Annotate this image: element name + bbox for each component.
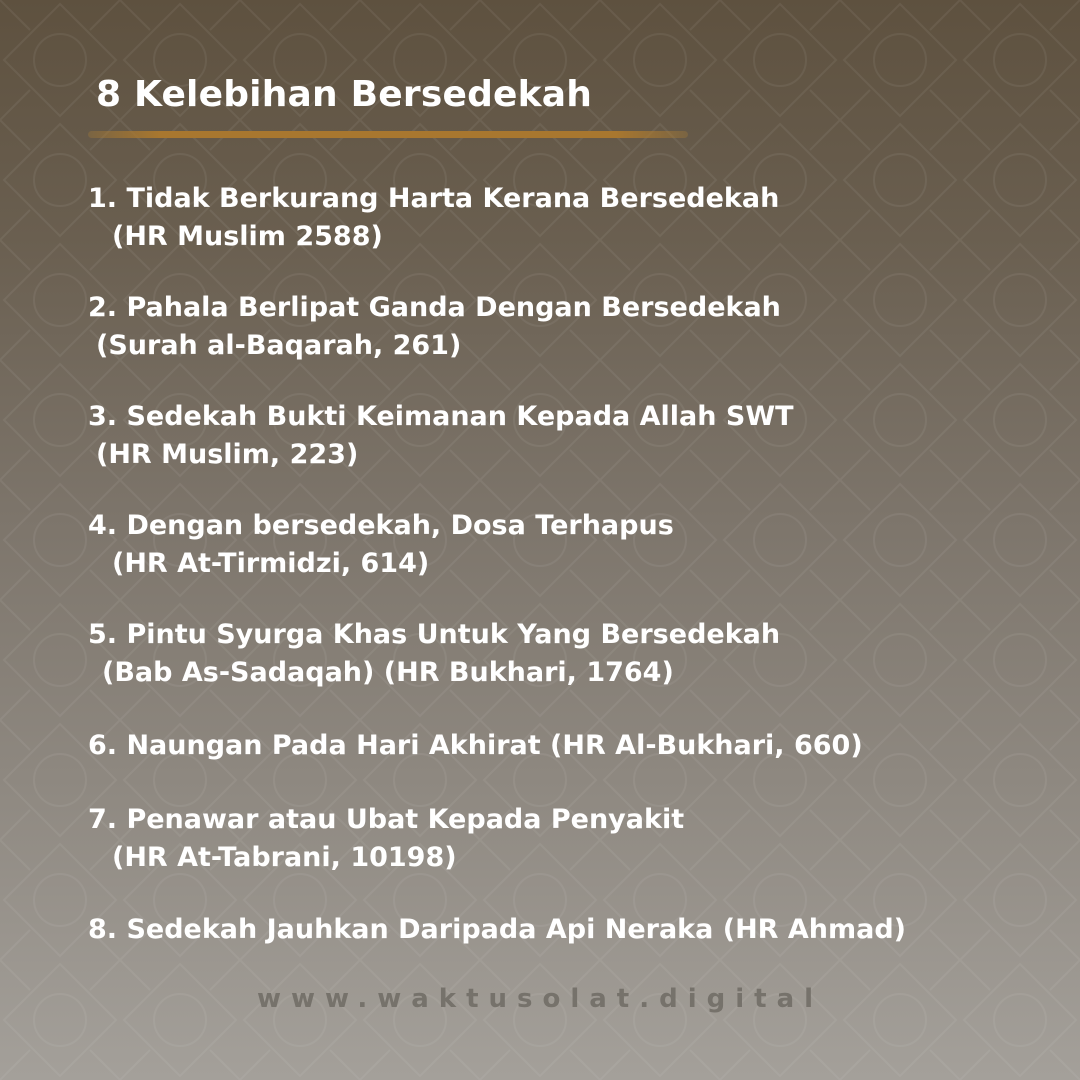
benefit-text: 7. Penawar atau Ubat Kepada Penyakit (88, 804, 685, 835)
benefit-reference: (HR At-Tirmidzi, 614) (112, 548, 430, 579)
title-underline (88, 131, 688, 138)
benefit-text: 5. Pintu Syurga Khas Untuk Yang Bersedekah (88, 619, 781, 650)
benefit-reference: (Surah al-Baqarah, 261) (96, 330, 462, 361)
benefit-reference: (HR Muslim, 223) (96, 439, 359, 470)
list-item (88, 801, 1048, 911)
benefit-text: 6. Naungan Pada Hari Akhirat (HR Al-Bukhari, 660) (88, 730, 863, 761)
benefit-text: 4. Dengan bersedekah, Dosa Terhapus (88, 510, 674, 541)
benefit-text: 3. Sedekah Bukti Keimanan Kepada Allah SWT (88, 401, 794, 432)
benefit-text: 2. Pahala Berlipat Ganda Dengan Bersedekah (88, 292, 781, 323)
list-item (88, 398, 1048, 507)
page-title: 8 Kelebihan Bersedekah (96, 74, 593, 115)
list-item (88, 911, 1048, 971)
benefit-reference: (HR At-Tabrani, 10198) (112, 842, 457, 873)
list-item (88, 727, 1048, 801)
website-url: www.waktusolat.digital (256, 984, 824, 1014)
list-item (88, 507, 1048, 616)
list-item (88, 289, 1048, 398)
list-item (88, 180, 1048, 289)
benefits-list (88, 180, 1048, 971)
list-item (88, 616, 1048, 727)
benefit-reference: (Bab As-Sadaqah) (HR Bukhari, 1764) (102, 657, 674, 688)
benefit-text: 1. Tidak Berkurang Harta Kerana Bersedekah (88, 183, 780, 214)
benefit-reference: (HR Muslim 2588) (112, 221, 383, 252)
benefit-text: 8. Sedekah Jauhkan Daripada Api Neraka (HR Ahmad) (88, 914, 907, 945)
